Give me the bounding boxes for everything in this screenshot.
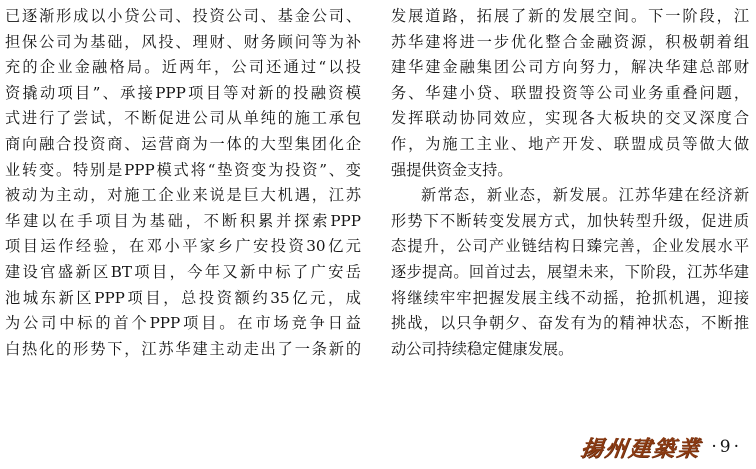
paragraph-line: 动公司持续稳定健康发展。 — [391, 339, 574, 358]
paragraph-line: 华建以在手项目为基础，不断积累并探索PPP — [5, 211, 361, 230]
paragraph-line: 式进行了尝试，不断促进公司从单纯的施工承包 — [5, 109, 361, 128]
page-number: ·9· — [711, 437, 742, 457]
paragraph-line: 强提供资金支持。 — [391, 160, 513, 179]
magazine-masthead-logo: 揚州建築業 — [579, 435, 703, 462]
paragraph-line: 为公司中标的首个PPP项目。在市场竞争日益 — [5, 314, 361, 333]
paragraph-line: 逐步提高。回首过去，展望未来，下阶段，江苏华建 — [391, 262, 749, 281]
paragraph-line: 项目运作经验，在邓小平家乡广安投资30亿元 — [5, 237, 361, 256]
paragraph-line: 被动为主动，对施工企业来说是巨大机遇，江苏 — [5, 186, 361, 205]
left-text-column — [5, 4, 361, 362]
paragraph-line: 挑战，以只争朝夕、奋发有为的精神状态，不断推 — [391, 314, 749, 333]
right-text-column — [391, 4, 749, 362]
paragraph-line: 建设官盛新区BT项目，今年又新中标了广安岳 — [5, 262, 361, 281]
paragraph-line: 商向融合投资商、运营商为一体的大型集团化企 — [5, 134, 361, 153]
paragraph-line: 业转变。特别是PPP模式将“垫资变为投资”、变 — [5, 160, 361, 179]
paragraph-line: 发展道路，拓展了新的发展空间。下一阶段，江 — [391, 7, 749, 25]
paragraph-line: 池城东新区PPP项目，总投资额约35亿元，成 — [5, 288, 361, 307]
paragraph-line: 将继续牢牢把握发展主线不动摇，抢抓机遇，迎接 — [391, 288, 749, 307]
paragraph-line: 充的企业金融格局。近两年，公司还通过“以投 — [5, 58, 361, 77]
paragraph-line: 形势下不断转变发展方式，加快转型升级，促进质 — [391, 211, 749, 230]
paragraph-line: 新常态，新业态，新发展。江苏华建在经济新 — [421, 186, 749, 205]
paragraph-line: 务、华建小贷、联盟投资等公司业务重叠问题， — [391, 83, 749, 102]
paragraph-line: 建华建金融集团公司方向努力，解决华建总部财 — [391, 58, 749, 77]
paragraph-line: 作，为施工主业、地产开发、联盟成员等做大做 — [391, 134, 749, 153]
paragraph-line: 白热化的形势下，江苏华建主动走出了一条新的 — [5, 339, 361, 358]
paragraph-line: 苏华建将进一步优化整合金融资源，积极朝着组 — [391, 32, 749, 51]
paragraph-line: 发挥联动协同效应，实现各大板块的交叉深度合 — [391, 109, 749, 128]
paragraph-line: 资撬动项目”、承接PPP项目等对新的投融资模 — [5, 83, 361, 102]
page-footer — [581, 432, 742, 462]
paragraph-line: 态提升，公司产业链结构日臻完善，企业发展水平 — [391, 237, 749, 256]
paragraph-line: 已逐渐形成以小贷公司、投资公司、基金公司、 — [5, 7, 361, 25]
paragraph-line: 担保公司为基础，风投、理财、财务顾问等为补 — [5, 32, 361, 51]
